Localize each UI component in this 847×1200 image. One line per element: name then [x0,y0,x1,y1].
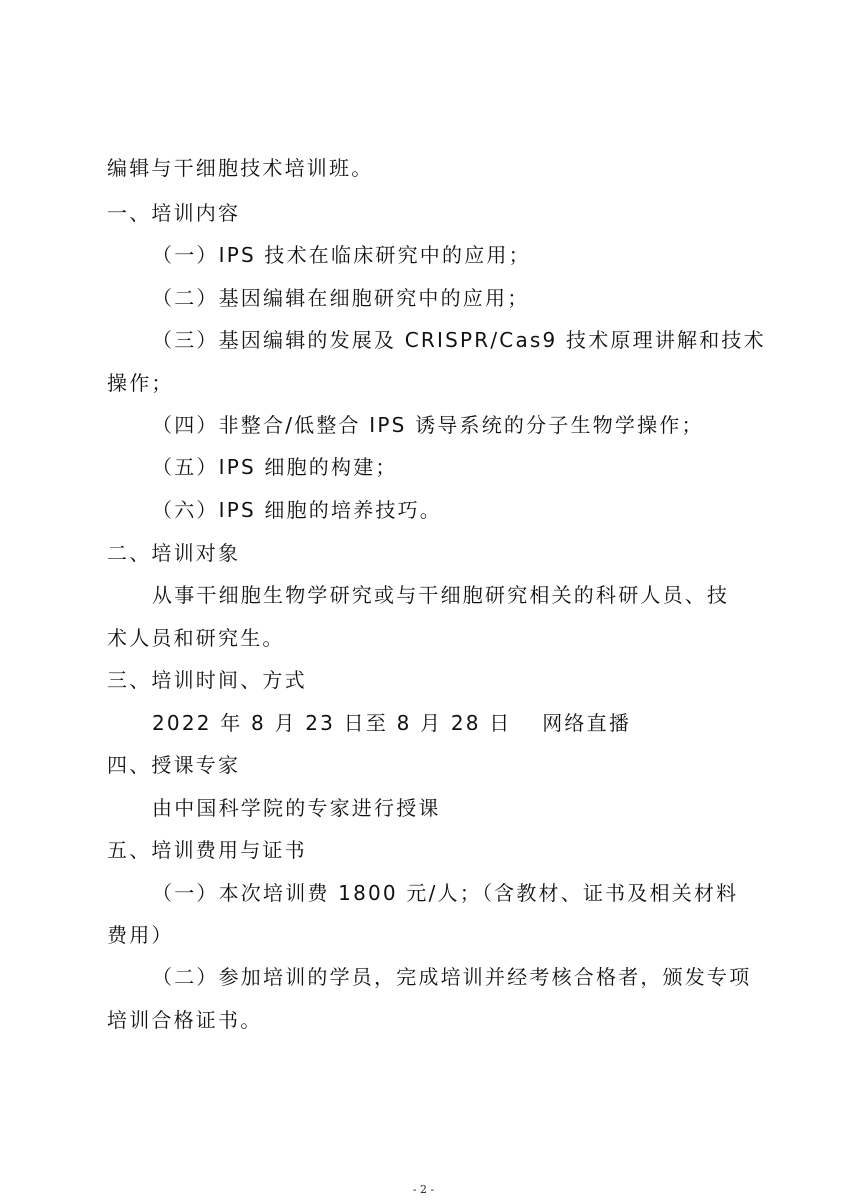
section-heading-time: 三、培训时间、方式 [107,668,307,692]
fees-item-2: （二）参加培训的学员，完成培训并经考核合格者，颁发专项 [152,965,752,989]
content-item-2: （二）基因编辑在细胞研究中的应用； [152,286,530,310]
fees-item-2-continued: 培训合格证书。 [107,1008,263,1032]
content-item-6: （六）IPS 细胞的培养技巧。 [152,498,443,522]
section-heading-fees: 五、培训费用与证书 [107,838,307,862]
audience-text: 从事干细胞生物学研究或与干细胞研究相关的科研人员、技 [152,583,730,607]
fees-item-1: （一）本次培训费 1800 元/人；（含教材、证书及相关材料 [152,881,739,905]
section-heading-audience: 二、培训对象 [107,541,241,565]
content-item-4: （四）非整合/低整合 IPS 诱导系统的分子生物学操作； [152,413,704,437]
audience-text-continued: 术人员和研究生。 [107,626,285,650]
experts-text: 由中国科学院的专家进行授课 [152,796,441,820]
section-heading-content: 一、培训内容 [107,201,241,225]
time-and-method-text: 2022 年 8 月 23 日至 8 月 28 日 网络直播 [152,711,632,735]
content-item-3-continued: 操作； [107,371,174,395]
page-number: - 2 - [412,1183,435,1196]
content-item-3: （三）基因编辑的发展及 CRISPR/Cas9 技术原理讲解和技术 [152,328,766,352]
content-item-5: （五）IPS 细胞的构建； [152,455,398,479]
fees-item-1-continued: 费用） [107,923,174,947]
content-item-1: （一）IPS 技术在临床研究中的应用； [152,243,531,267]
section-heading-experts: 四、授课专家 [107,753,241,777]
continued-title-line: 编辑与干细胞技术培训班。 [107,156,374,180]
